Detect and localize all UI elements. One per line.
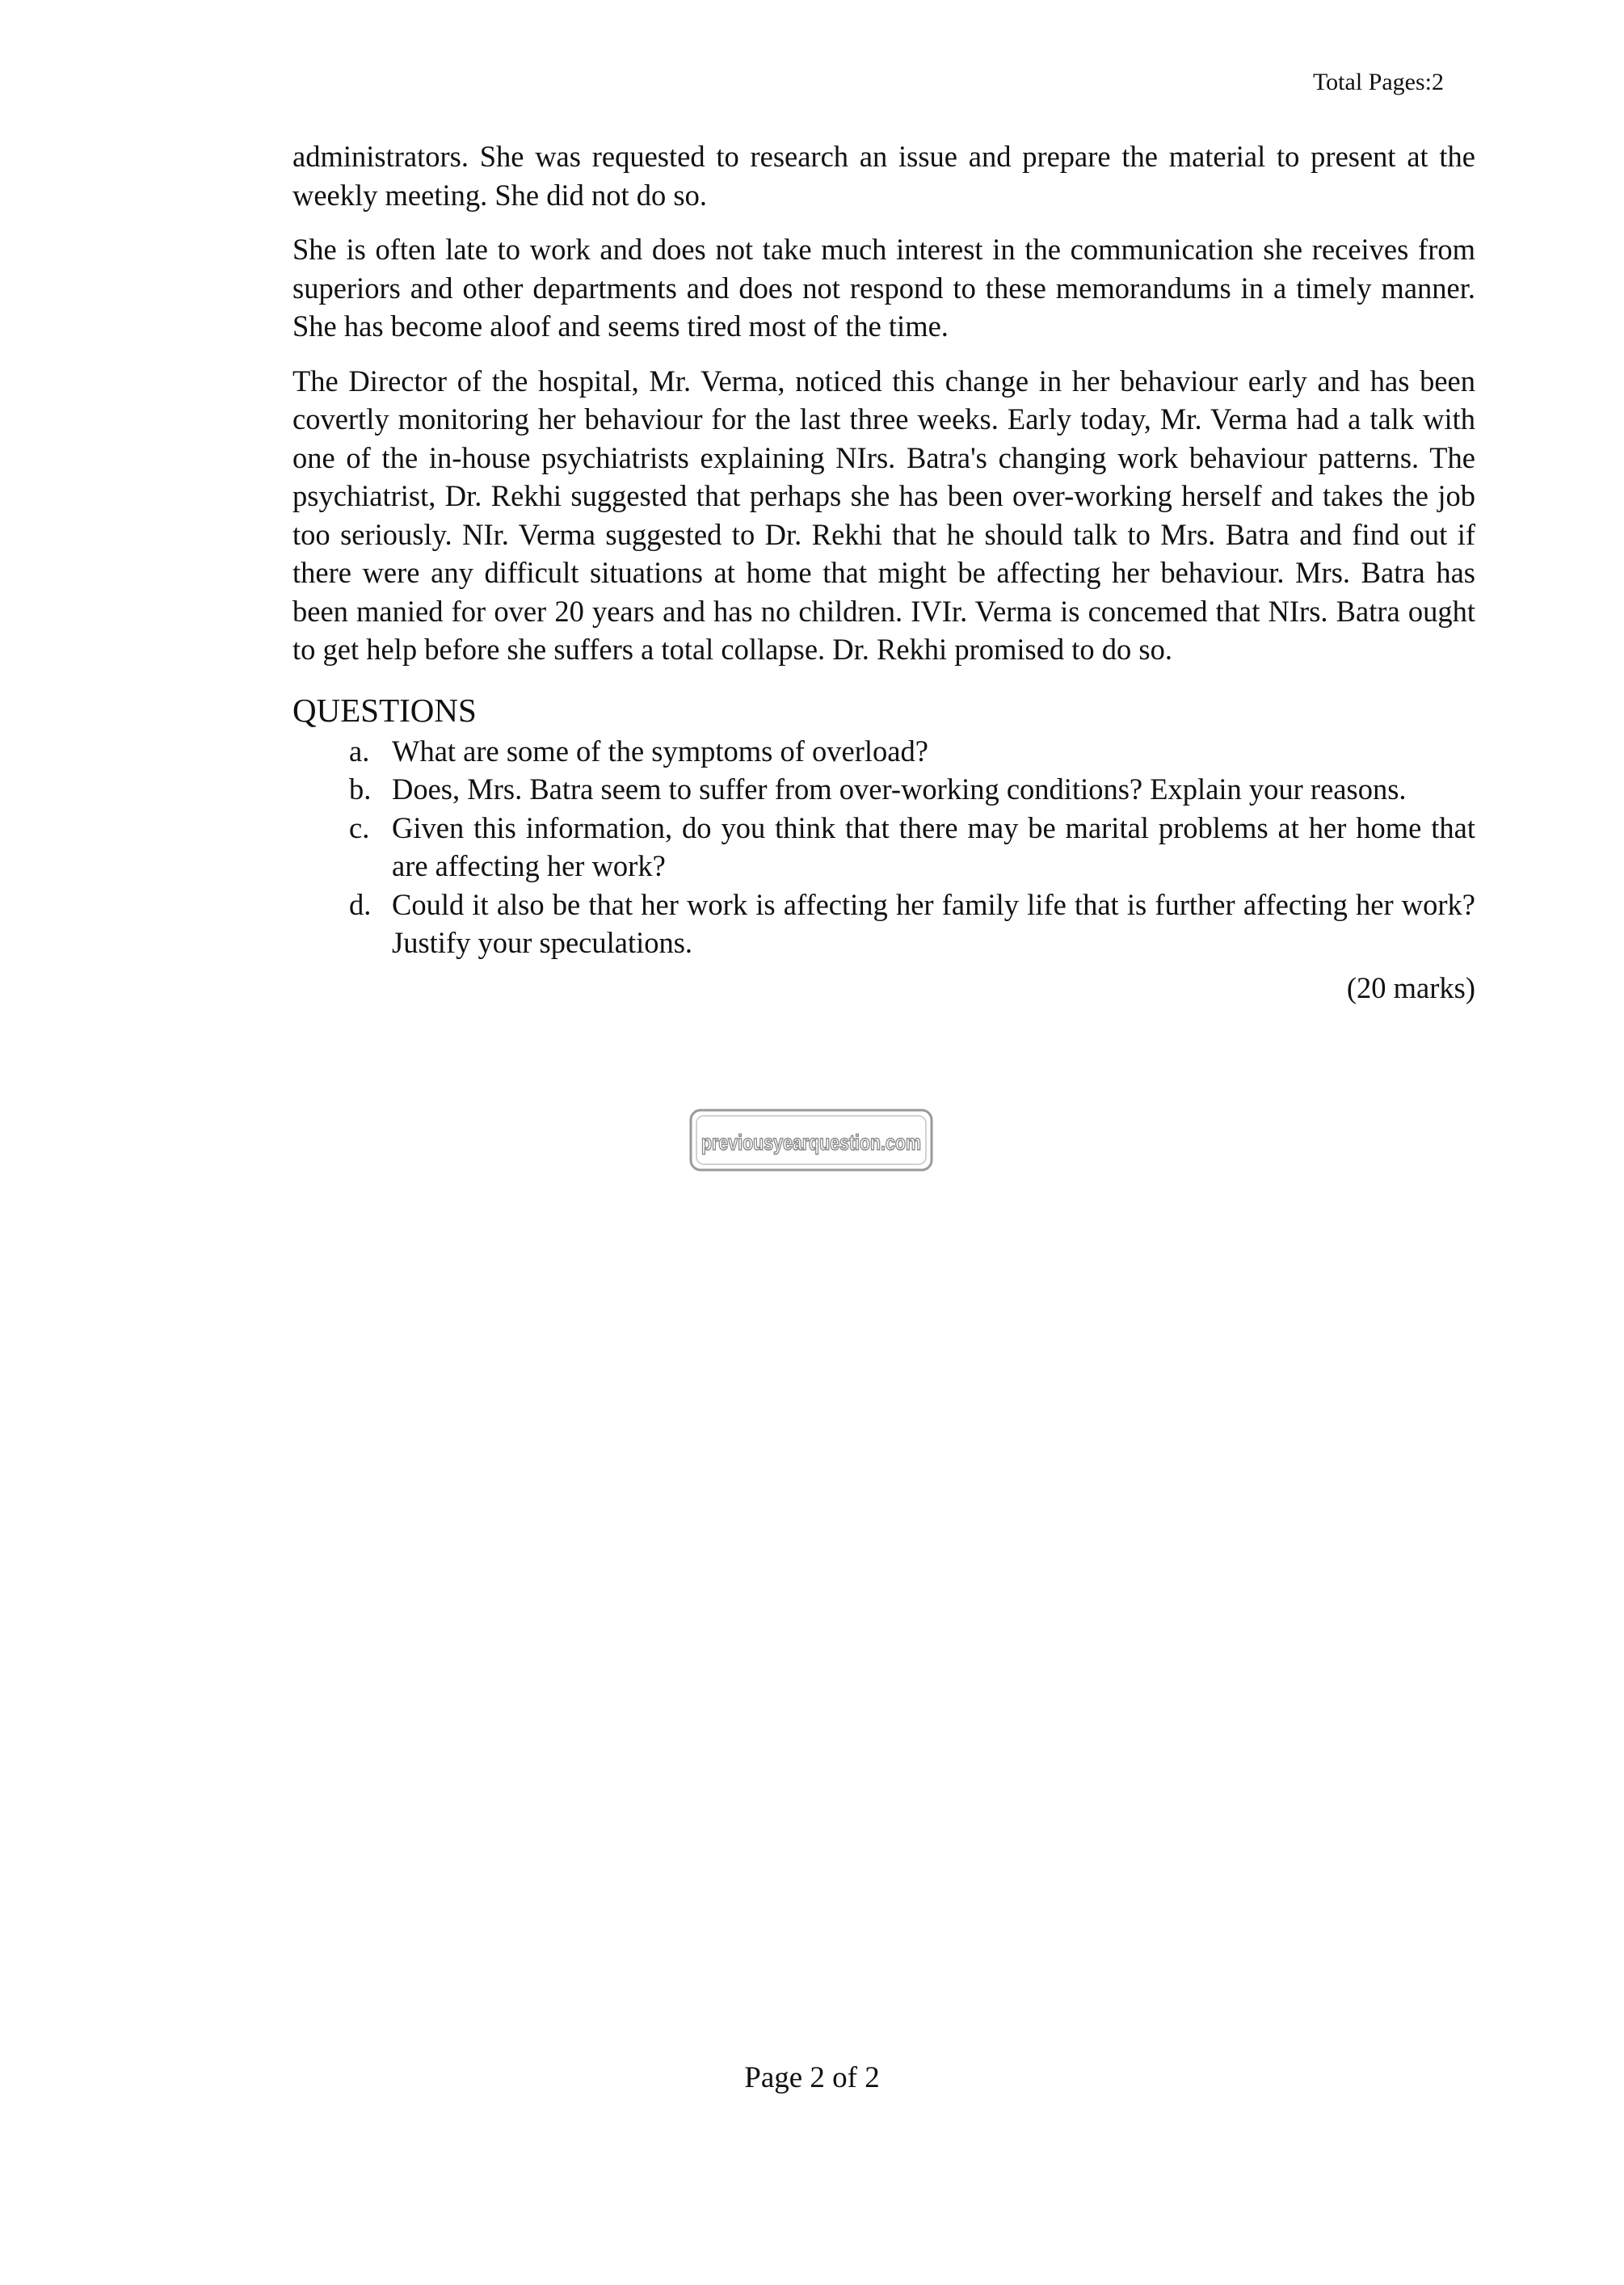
paragraph-3: The Director of the hospital, Mr. Verma, noticed this change in her behaviour early and has been covertly monitoring her behaviour for the last three weeks. Early today, Mr. Verma had a talk with one of the in-house psychiatrists explaining NIrs. Batra's changing work behaviour patterns. The psychiatrist, Dr. Rekhi suggested that perhaps she has been over-working herself and takes the job too seriously. NIr. Verma suggested to Dr. Rekhi that he should talk to Mrs. Batra and find out if there were any difficult situations at home that might be affecting her behaviour. Mrs. Batra has been manied for over 20 years and has no children. IVIr. Verma is concemed that NIrs. Batra ought to get help before she suffers a total collapse. Dr. Rekhi promised to do so. bbox=[292, 364, 1475, 666]
question-item-c bbox=[292, 809, 1475, 886]
paragraph-2: She is often late to work and does not take much interest in the communication she receives from superiors and other departments and does not respond to these memorandums in a timely manner. She has become aloof and seems tired most of the time. bbox=[292, 233, 1475, 343]
question-text: Could it also be that her work is affecting her family life that is further affecting her work? Justify your speculations. bbox=[392, 887, 1475, 959]
paragraph-1: administrators. She was requested to research an issue and prepare the material to present at the weekly meeting. She did not do so. bbox=[292, 140, 1475, 212]
question-letter: a. bbox=[349, 734, 370, 768]
question-text: Given this information, do you think that there may be marital problems at her home that are affecting her work? bbox=[392, 810, 1475, 882]
questions-heading: QUESTIONS bbox=[292, 691, 477, 729]
page-number: Page 2 of 2 bbox=[744, 2061, 880, 2094]
question-letter: d. bbox=[349, 887, 372, 921]
watermark-text: previousyearquestion.com bbox=[701, 1130, 921, 1155]
question-item-b bbox=[292, 770, 1475, 809]
marks-label: (20 marks) bbox=[1346, 970, 1475, 1004]
question-text: What are some of the symptoms of overload? bbox=[392, 734, 928, 768]
question-item-a bbox=[292, 732, 1475, 771]
watermark-logo bbox=[688, 1106, 935, 1174]
question-text: Does, Mrs. Batra seem to suffer from over-working conditions? Explain your reasons. bbox=[392, 772, 1407, 806]
question-letter: c. bbox=[349, 810, 370, 844]
total-pages-label: Total Pages:2 bbox=[1312, 69, 1444, 95]
document-body bbox=[292, 137, 1475, 1007]
question-item-d bbox=[292, 886, 1475, 962]
question-letter: b. bbox=[349, 772, 372, 806]
question-list bbox=[292, 732, 1475, 962]
